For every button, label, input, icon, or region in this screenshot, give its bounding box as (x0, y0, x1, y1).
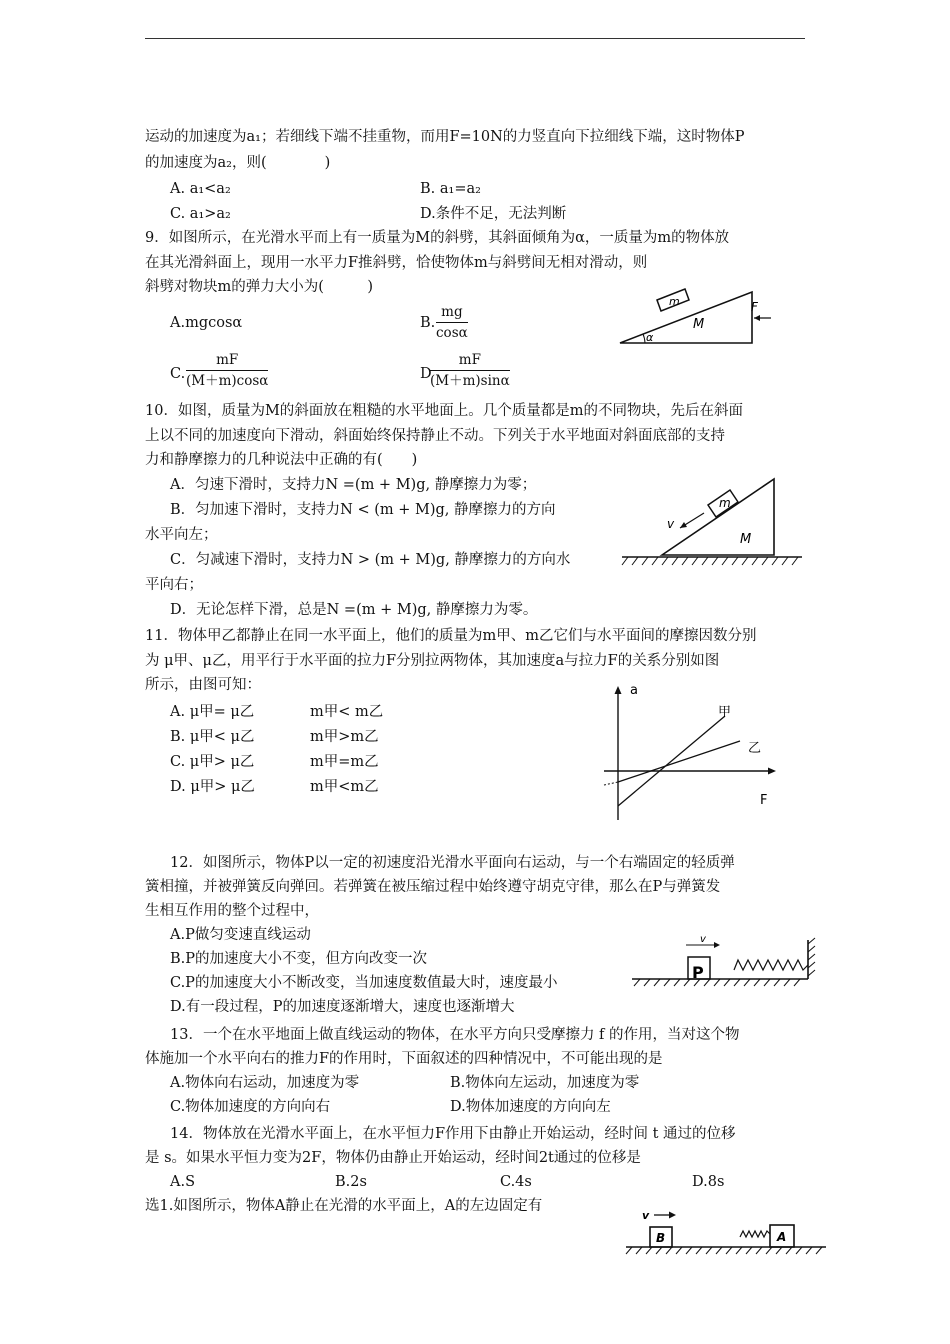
q9-option-b-denominator: cosα (436, 325, 468, 341)
q12-line-2: 簧相撞，并被弹簧反向弹回。若弹簧在被压缩过程中始终遵守胡克守律，那么在P与弹簧发 (145, 879, 721, 895)
q13-option-d: D.物体加速度的方向向左 (450, 1099, 611, 1115)
q12-option-c: C.P的加速度大小不断改变，当加速度数值最大时，速度最小 (170, 975, 558, 991)
q13-option-c: C.物体加速度的方向向右 (170, 1099, 331, 1115)
sel1-block-a-label: A (777, 1230, 787, 1244)
q12-block-label: P (692, 963, 704, 982)
q8-line-2: 的加速度为a₂，则( ) (145, 155, 331, 171)
q10-option-b-2: 水平向左； (145, 527, 218, 543)
q9-option-c-fraction (186, 350, 268, 391)
q10-incline-figure (622, 475, 807, 580)
q12-wall-hatching (808, 938, 815, 976)
q9-option-d-denominator: (M＋m)sinα (430, 373, 510, 389)
q10-option-a: A．匀速下滑时，支持力N =(m + M)g, 静摩擦力为零； (170, 477, 537, 493)
q11-option-d-mass: m甲<m乙 (310, 779, 379, 795)
q14-option-b: B.2s (335, 1174, 367, 1190)
q11-x-label: F (760, 793, 768, 808)
q8-option-a: A. a₁<a₂ (170, 181, 231, 197)
q14-option-a: A.S (170, 1174, 196, 1190)
q9-line-3: 斜劈对物块m的弹力大小为( ) (145, 279, 374, 295)
sel1-figure (622, 1205, 832, 1255)
q13-option-b: B.物体向左运动，加速度为零 (450, 1075, 640, 1091)
q9-wedge (620, 292, 752, 343)
sel1-velocity-arrowhead (669, 1212, 676, 1219)
q11-y-arrowhead (615, 686, 622, 694)
sel1-line-1: 选1.如图所示，物体A静止在光滑的水平面上，A的左边固定有 (145, 1198, 543, 1214)
q9-angle-label: α (646, 331, 654, 344)
q10-incline (662, 479, 774, 555)
q9-angle-arc (643, 334, 645, 343)
q10-option-c-2: 平向右； (145, 577, 203, 593)
q9-wedge-figure (615, 280, 775, 350)
q9-option-b-prefix: B. (420, 315, 436, 331)
q9-option-b-fraction (436, 302, 468, 343)
sel1-spring (740, 1231, 770, 1237)
q11-line-1: 11．物体甲乙都静止在同一水平面上，他们的质量为m甲、m乙它们与水平面间的摩擦因数分别 (145, 628, 757, 644)
q11-option-d-mu: D. μ甲> μ乙 (170, 779, 255, 795)
q12-line-1: 12．如图所示，物体P以一定的初速度沿光滑水平面向右运动，与一个右端固定的轻质弹 (170, 855, 735, 871)
q11-line-2: 为 μ甲、μ乙，用平行于水平面的拉力F分别拉两物体，其加速度a与拉力F的关系分别如图 (145, 653, 720, 669)
sel1-velocity-label: v (642, 1209, 650, 1222)
q8-option-b: B. a₁=a₂ (420, 181, 481, 197)
q12-option-b: B.P的加速度大小不变，但方向改变一次 (170, 951, 428, 967)
q14-line-2: 是 s。如果水平恒力变为2F，物体仍由静止开始运动，经时间2t通过的位移是 (145, 1150, 641, 1166)
q12-option-d: D.有一段过程，P的加速度逐渐增大，速度也逐渐增大 (170, 999, 515, 1015)
q12-ground-hatching (634, 979, 800, 986)
q10-option-b-1: B．匀加速下滑时，支持力N < (m + M)g, 静摩擦力的方向 (170, 502, 556, 518)
q12-velocity-arrowhead (714, 942, 720, 948)
q11-line-yi-extension (604, 782, 618, 785)
q9-option-d-prefix: D (420, 366, 432, 382)
q14-line-1: 14．物体放在光滑水平面上，在水平恒力F作用下由静止开始运动，经时间 t 通过的位移 (170, 1126, 736, 1142)
q10-incline-label: M (740, 532, 752, 547)
q10-velocity-label: v (667, 517, 675, 531)
q13-option-a: A.物体向右运动，加速度为零 (170, 1075, 360, 1091)
q10-line-1: 10．如图，质量为M的斜面放在粗糙的水平地面上。几个质量都是m的不同物块，先后在斜面 (145, 403, 744, 419)
sel1-ground-hatching (626, 1247, 822, 1254)
q11-option-a-mass: m甲< m乙 (310, 704, 384, 720)
q9-option-d-fraction (430, 350, 510, 391)
q11-yi-label: 乙 (748, 741, 762, 756)
q11-option-c-mu: C. μ甲> μ乙 (170, 754, 255, 770)
sel1-block-b-label: B (656, 1231, 666, 1245)
q9-option-a: A.mgcosα (170, 315, 243, 331)
q11-option-b-mass: m甲>m乙 (310, 729, 379, 745)
q9-force-arrowhead (754, 315, 760, 321)
q12-spring-figure (632, 932, 822, 992)
q11-jia-label: 甲 (718, 705, 732, 720)
q9-line-1: 9．如图所示，在光滑水平而上有一质量为M的斜劈，其斜面倾角为α，一质量为m的物体放 (145, 230, 730, 246)
q9-line-2: 在其光滑斜面上，现用一水平力F推斜劈，恰使物体m与斜劈间无相对滑动，则 (145, 255, 648, 271)
q8-line-1: 运动的加速度为a₁；若细线下端不挂重物，而用F=10N的力竖直向下拉细线下端，这时物体P (145, 129, 745, 145)
q8-option-c: C. a₁>a₂ (170, 206, 231, 222)
q12-spring (734, 960, 808, 970)
q11-option-b-mu: B. μ甲< μ乙 (170, 729, 255, 745)
q9-option-c-numerator: mF (186, 350, 268, 371)
q10-line-3: 力和静摩擦力的几种说法中正确的有( ) (145, 452, 418, 468)
q13-line-1: 13．一个在水平地面上做直线运动的物体，在水平方向只受摩擦力 f 的作用，当对这个物 (170, 1027, 740, 1043)
q14-option-d: D.8s (692, 1174, 725, 1190)
q9-force-label: F (751, 300, 758, 314)
q11-y-label: a (630, 683, 638, 698)
q9-option-c-denominator: (M＋m)cosα (186, 373, 269, 389)
q10-line-2: 上以不同的加速度向下滑动，斜面始终保持静止不动。下列关于水平地面对斜面底部的支持 (145, 428, 725, 444)
q10-block-label: m (719, 496, 731, 510)
q12-line-3: 生相互作用的整个过程中， (145, 903, 319, 919)
q9-block-label: m (669, 295, 680, 308)
header-rule (145, 38, 805, 39)
q11-line-yi (618, 741, 740, 782)
q10-option-c-1: C．匀减速下滑时，支持力N > (m + M)g, 静摩擦力的方向水 (170, 552, 571, 568)
q9-option-b-numerator: mg (436, 302, 468, 323)
q10-velocity-arrowhead (680, 522, 687, 528)
q9-option-d-numerator: mF (430, 350, 510, 371)
q12-velocity-label: v (700, 934, 706, 945)
q10-option-d: D．无论怎样下滑，总是N =(m + M)g, 静摩擦力为零。 (170, 602, 538, 618)
q12-option-a: A.P做匀变速直线运动 (170, 927, 311, 943)
q13-line-2: 体施加一个水平向右的推力F的作用时，下面叙述的四种情况中，不可能出现的是 (145, 1051, 663, 1067)
q8-option-d: D.条件不足，无法判断 (420, 206, 567, 222)
q10-ground-hatching (622, 557, 798, 565)
q9-wedge-label: M (693, 317, 705, 332)
q11-graph (600, 680, 800, 820)
q11-x-arrowhead (768, 768, 776, 775)
q11-line-3: 所示，由图可知： (145, 677, 261, 693)
q11-option-a-mu: A. μ甲= μ乙 (170, 704, 255, 720)
q11-line-jia (618, 716, 725, 806)
q14-option-c: C.4s (500, 1174, 532, 1190)
q11-option-c-mass: m甲=m乙 (310, 754, 379, 770)
q9-option-c-prefix: C. (170, 366, 186, 382)
